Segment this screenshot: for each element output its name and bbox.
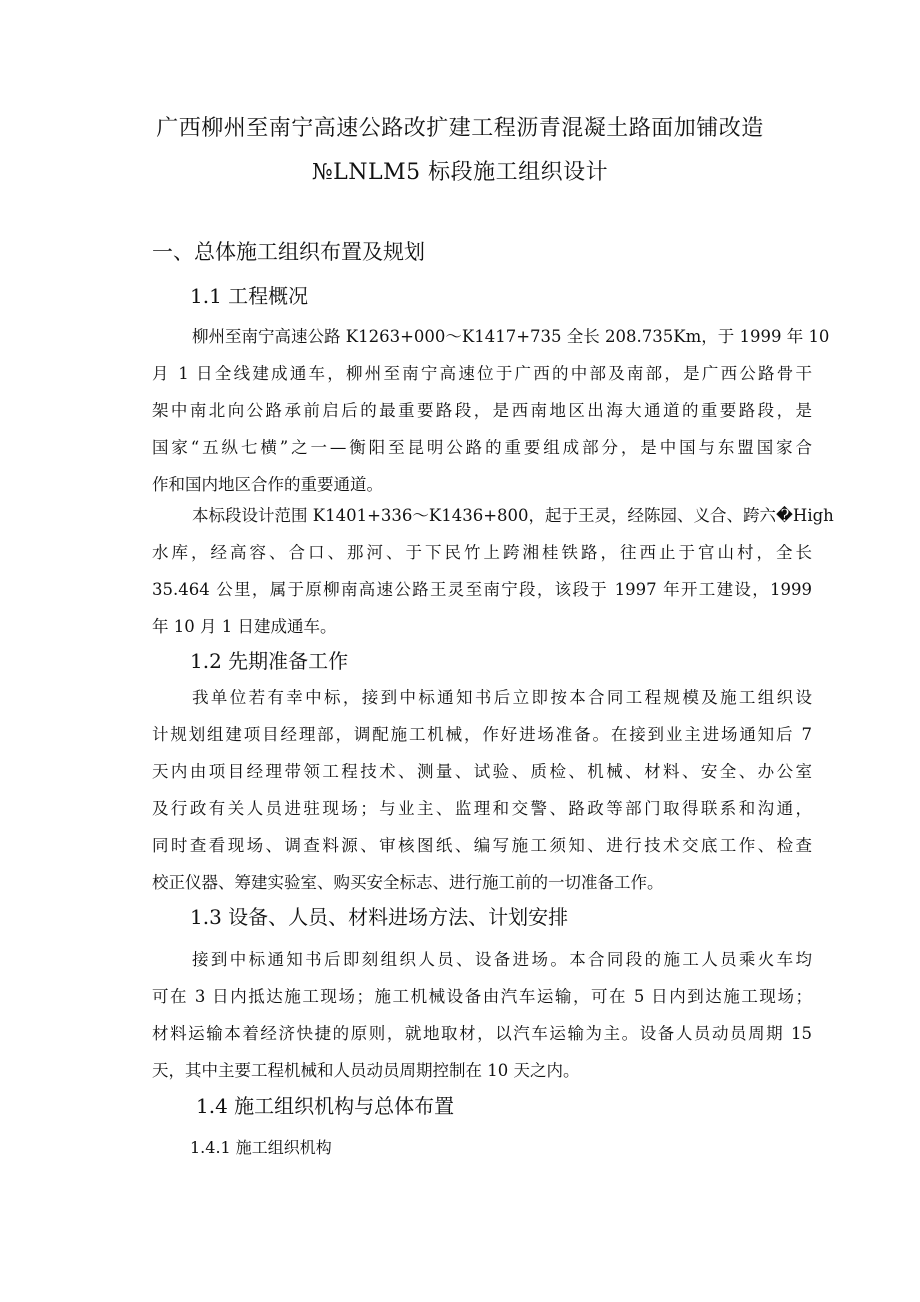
paragraph-line: 材料运输本着经济快捷的原则，就地取材，以汽车运输为主。设备人员动员周期 15 bbox=[152, 1024, 812, 1043]
paragraph-line: 计规划组建项目经理部，调配施工机械，作好进场准备。在接到业主进场通知后 7 bbox=[152, 725, 812, 744]
paragraph-1-2 bbox=[152, 679, 812, 901]
paragraph-1-1-b bbox=[152, 497, 834, 645]
paragraph-line: 月 1 日全线建成通车，柳州至南宁高速位于广西的中部及南部，是广西公路骨干 bbox=[152, 364, 812, 383]
subsection-1-3-heading: 1.3 设备、人员、材料进场方法、计划安排 bbox=[190, 905, 569, 929]
paragraph-line: 及行政有关人员进驻现场；与业主、监理和交警、路政等部门取得联系和沟通， bbox=[152, 799, 812, 818]
subsection-1-2-heading: 1.2 先期准备工作 bbox=[190, 649, 349, 673]
subsection-1-1-heading: 1.1 工程概况 bbox=[190, 284, 309, 308]
paragraph-line: 本标段设计范围 K1401+336～K1436+800，起于王灵，经陈园、义合、跨六�High bbox=[192, 506, 834, 525]
paragraph-line: 校正仪器、筹建实验室、购买安全标志、进行施工前的一切准备工作。 bbox=[152, 873, 664, 892]
paragraph-1-1-a bbox=[152, 318, 830, 503]
section-1-heading: 一、总体施工组织布置及规划 bbox=[152, 240, 425, 264]
paragraph-line: 我单位若有幸中标，接到中标通知书后立即按本合同工程规模及施工组织设 bbox=[192, 688, 812, 707]
paragraph-line: 同时查看现场、调查料源、审核图纸、编写施工须知、进行技术交底工作、检查 bbox=[152, 836, 812, 855]
paragraph-line: 可在 3 日内抵达施工现场；施工机械设备由汽车运输，可在 5 日内到达施工现场； bbox=[152, 987, 812, 1006]
document-title-line-2: №LNLM5 标段施工组织设计 bbox=[311, 160, 609, 185]
paragraph-line: 架中南北向公路承前启后的最重要路段，是西南地区出海大通道的重要路段，是 bbox=[152, 401, 812, 420]
paragraph-line: 柳州至南宁高速公路 K1263+000～K1417+735 全长 208.735Km，于 1999 年 10 bbox=[192, 327, 830, 346]
paragraph-line: 天内由项目经理带领工程技术、测量、试验、质检、机械、材料、安全、办公室 bbox=[152, 762, 812, 781]
paragraph-line: 年 10 月 1 日建成通车。 bbox=[152, 617, 337, 636]
paragraph-line: 接到中标通知书后即刻组织人员、设备进场。本合同段的施工人员乘火车均 bbox=[192, 950, 812, 969]
paragraph-line: 作和国内地区合作的重要通道。 bbox=[152, 475, 383, 494]
paragraph-line: 35.464 公里，属于原柳南高速公路王灵至南宁段，该段于 1997 年开工建设，1999 bbox=[152, 580, 812, 599]
paragraph-line: 天，其中主要工程机械和人员动员周期控制在 10 天之内。 bbox=[152, 1061, 580, 1080]
subsection-1-4-1-heading: 1.4.1 施工组织机构 bbox=[190, 1138, 332, 1157]
paragraph-1-3 bbox=[152, 941, 812, 1089]
paragraph-line: 国家“五纵七横”之一—衡阳至昆明公路的重要组成部分，是中国与东盟国家合 bbox=[152, 438, 812, 457]
paragraph-line: 水库，经高容、合口、那河、于下民竹上跨湘桂铁路，往西止于官山村，全长 bbox=[152, 543, 812, 562]
document-title-line-1: 广西柳州至南宁高速公路改扩建工程沥青混凝土路面加铺改造 bbox=[156, 116, 764, 141]
subsection-1-4-heading: 1.4 施工组织机构与总体布置 bbox=[196, 1094, 455, 1118]
